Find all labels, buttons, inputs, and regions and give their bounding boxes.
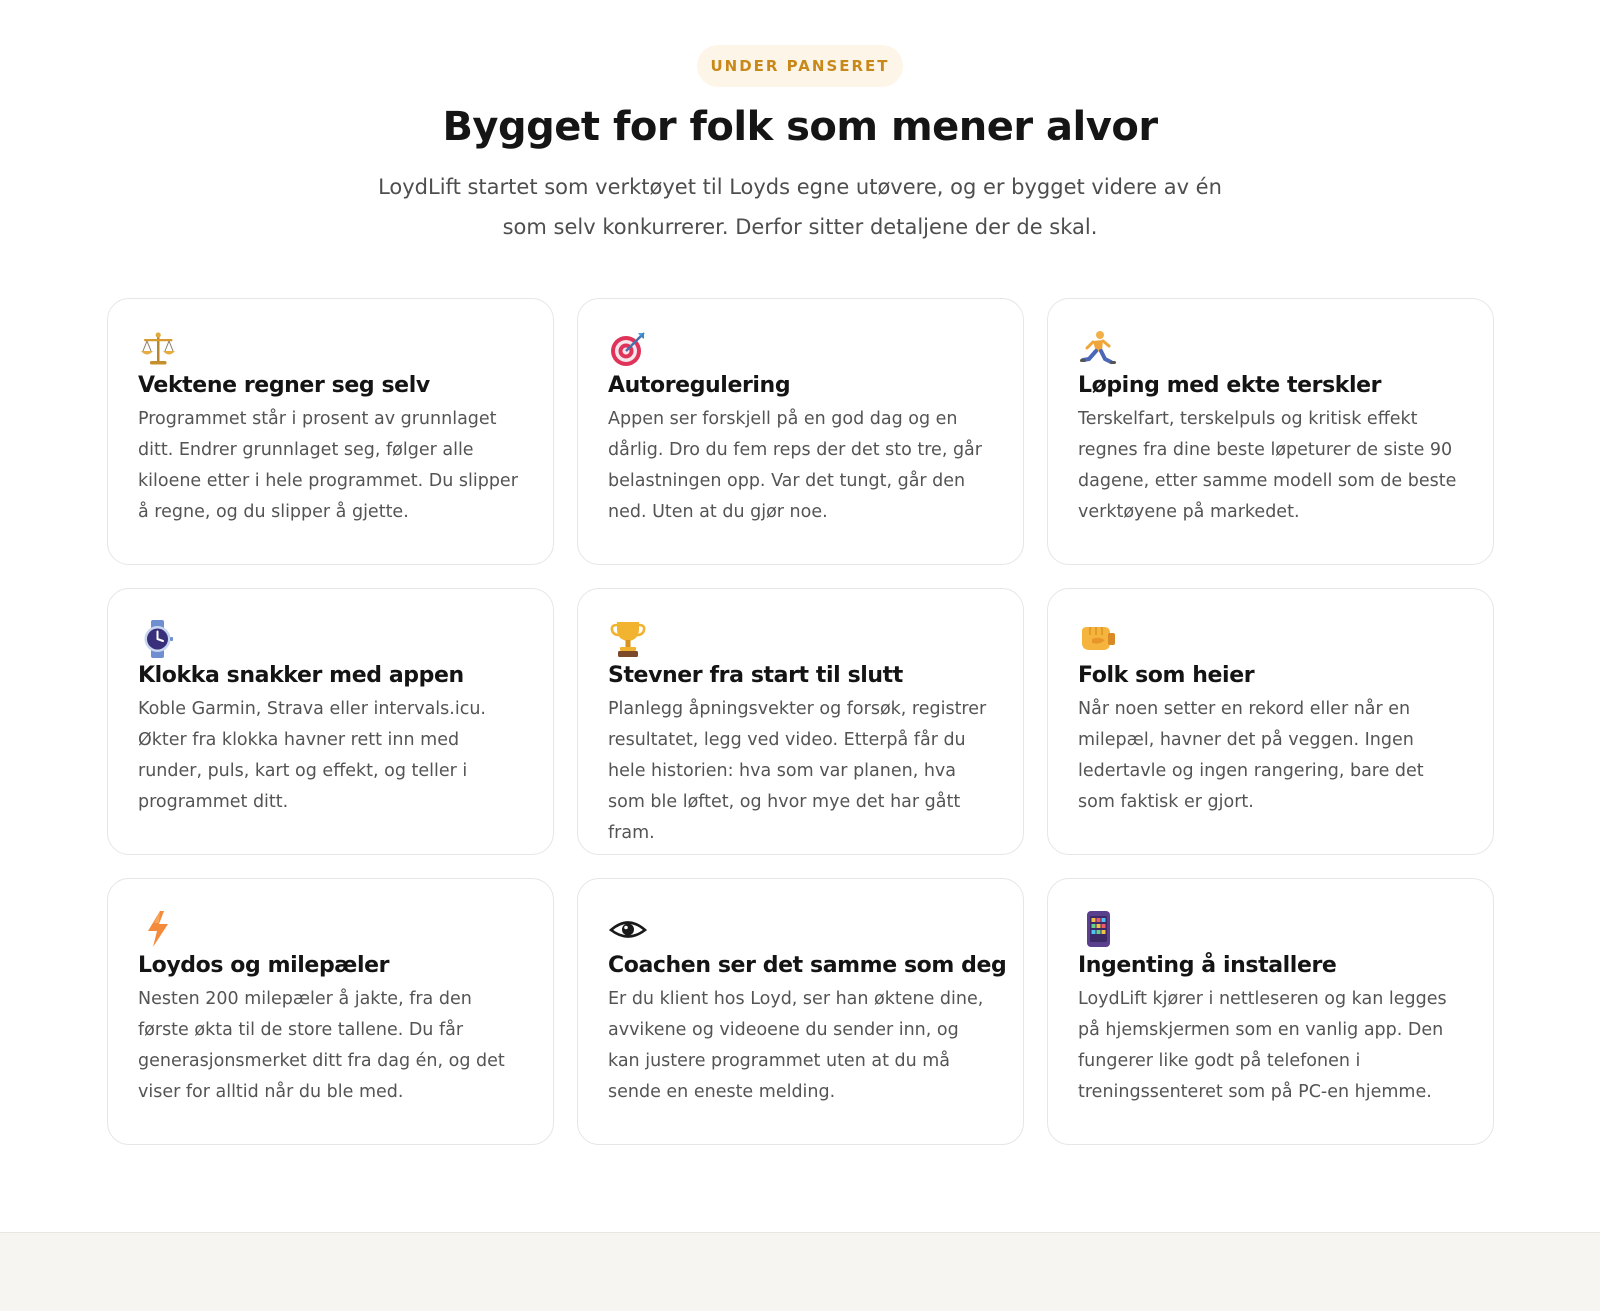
section-lead: LoydLift startet som verktøyet til Loyds egne utøvere, og er bygget videre av én som selv konkurrerer. Derfor sitter detaljene der de skal. bbox=[378, 175, 1222, 239]
feature-body: Er du klient hos Loyd, ser han øktene dine, avvikene og videoene du sender inn, og kan justere programmet uten at du må sende en eneste melding. bbox=[608, 989, 984, 1102]
feature-card-milestones bbox=[107, 878, 554, 1145]
footer-band bbox=[0, 1232, 1600, 1311]
target-dart-icon bbox=[608, 329, 648, 369]
balance-scale-icon bbox=[138, 329, 178, 369]
feature-card-watch bbox=[107, 588, 554, 855]
watch-icon bbox=[138, 619, 178, 659]
feature-body: Nesten 200 milepæler å jakte, fra den første økta til de store tallene. Du får generasjonsmerket ditt fra dag én, og det viser for alltid når du ble med. bbox=[138, 989, 505, 1102]
feature-card-cheers bbox=[1047, 588, 1494, 855]
feature-title: Ingenting å installere bbox=[1078, 953, 1337, 978]
feature-card-meets bbox=[577, 588, 1024, 855]
feature-title: Autoregulering bbox=[608, 373, 791, 398]
feature-card-weights bbox=[107, 298, 554, 565]
runner-icon bbox=[1078, 329, 1118, 369]
feature-title: Stevner fra start til slutt bbox=[608, 663, 903, 688]
feature-body: Når noen setter en rekord eller når en milepæl, havner det på veggen. Ingen ledertavle og ingen rangering, bare det som faktisk er gjort. bbox=[1078, 699, 1424, 812]
trophy-icon bbox=[608, 619, 648, 659]
feature-body: Appen ser forskjell på en god dag og en dårlig. Dro du fem reps der det sto tre, går belastningen opp. Var det tungt, går den ned. Uten at du gjør noe. bbox=[608, 409, 982, 522]
feature-title: Løping med ekte terskler bbox=[1078, 373, 1382, 398]
feature-card-coach bbox=[577, 878, 1024, 1145]
feature-title: Vektene regner seg selv bbox=[138, 373, 430, 398]
feature-title: Folk som heier bbox=[1078, 663, 1255, 688]
feature-body: Programmet står i prosent av grunnlaget ditt. Endrer grunnlaget seg, følger alle kiloene etter i hele programmet. Du slipper å regne, og du slipper å gjette. bbox=[138, 409, 518, 522]
feature-card-install bbox=[1047, 878, 1494, 1145]
feature-title: Klokka snakker med appen bbox=[138, 663, 464, 688]
eyebrow-badge: UNDER PANSERET bbox=[697, 45, 903, 87]
eye-icon bbox=[608, 909, 648, 949]
feature-body: Terskelfart, terskelpuls og kritisk effekt regnes fra dine beste løpeturer de siste 90 dagene, etter samme modell som de beste verktøyene på markedet. bbox=[1078, 409, 1457, 522]
lightning-icon bbox=[138, 909, 178, 949]
feature-card-running bbox=[1047, 298, 1494, 565]
feature-card-autoregulation bbox=[577, 298, 1024, 565]
phone-apps-icon bbox=[1078, 909, 1118, 949]
feature-body: Koble Garmin, Strava eller intervals.icu. Økter fra klokka havner rett inn med runder, puls, kart og effekt, og teller i programmet ditt. bbox=[138, 699, 486, 812]
feature-body: Planlegg åpningsvekter og forsøk, registrer resultatet, legg ved video. Etterpå får du hele historien: hva som var planen, hva som ble løftet, og hvor mye det har gått fram. bbox=[608, 699, 987, 843]
feature-body: LoydLift kjører i nettleseren og kan legges på hjemskjermen som en vanlig app. Den fungerer like godt på telefonen i treningssenteret som på PC-en hjemme. bbox=[1078, 989, 1447, 1102]
feature-grid bbox=[107, 298, 1494, 1145]
section-title: Bygget for folk som mener alvor bbox=[442, 104, 1158, 150]
feature-title: Coachen ser det samme som deg bbox=[608, 953, 1007, 978]
feature-title: Loydos og milepæler bbox=[138, 953, 390, 978]
fist-bump-icon bbox=[1078, 619, 1118, 659]
